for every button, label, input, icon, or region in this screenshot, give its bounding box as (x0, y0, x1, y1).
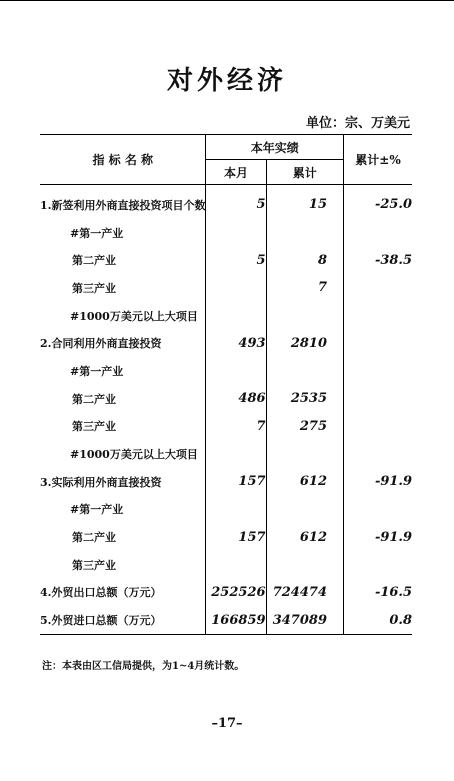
row-month: 486 (206, 385, 266, 413)
row-yoy: -91.9 (374, 474, 412, 490)
page-title: 对外经济 (166, 66, 287, 96)
table-row (40, 413, 412, 441)
row-yoy: -91.9 (374, 529, 412, 545)
row-yoy (344, 274, 413, 302)
row-yoy (344, 219, 413, 247)
row-cumulative: 612 (266, 468, 343, 496)
row-month: 7 (206, 413, 266, 441)
row-cumulative: 8 (266, 246, 343, 274)
row-yoy (344, 329, 413, 357)
row-cumulative: 724474 (266, 579, 343, 607)
row-yoy (344, 440, 413, 468)
table-row (40, 468, 412, 496)
row-name: 5.外贸进口总额（万元） (40, 606, 206, 634)
page-number: –17– (211, 716, 243, 731)
row-yoy (344, 413, 413, 441)
row-yoy (344, 357, 413, 385)
table-row (40, 579, 412, 607)
row-name: 3.实际利用外商直接投资 (40, 468, 206, 496)
row-cumulative: 7 (266, 274, 343, 302)
row-name: #1000万美元以上大项目 (40, 440, 206, 468)
row-month: 5 (206, 246, 266, 274)
row-month (206, 496, 266, 524)
table-row (40, 385, 412, 413)
row-month (206, 302, 266, 330)
table-row (40, 246, 412, 274)
row-yoy: -25.0 (374, 197, 412, 213)
row-month: 252526 (206, 579, 266, 607)
row-cumulative (266, 551, 343, 579)
row-name: #第一产业 (40, 357, 206, 385)
header-year-actual: 本年实绩 (206, 135, 344, 160)
header-yoy: 累计±% (344, 135, 413, 185)
row-cumulative: 15 (266, 191, 343, 219)
table-row (40, 191, 412, 219)
row-cumulative (266, 496, 343, 524)
table-row (40, 219, 412, 247)
row-name: 4.外贸出口总额（万元） (40, 579, 206, 607)
table-row (40, 274, 412, 302)
row-cumulative: 612 (266, 523, 343, 551)
row-month (206, 551, 266, 579)
table-row (40, 606, 412, 634)
row-cumulative: 347089 (266, 606, 343, 634)
row-yoy (344, 551, 413, 579)
row-cumulative (266, 302, 343, 330)
row-cumulative (266, 357, 343, 385)
row-cumulative (266, 219, 343, 247)
row-name: #第一产业 (40, 496, 206, 524)
table-row (40, 329, 412, 357)
row-cumulative: 275 (266, 413, 343, 441)
row-yoy (344, 496, 413, 524)
row-month: 493 (206, 329, 266, 357)
table-row (40, 440, 412, 468)
row-month: 157 (206, 523, 266, 551)
table-note: 注：本表由区工信局提供，为1~4月统计数。 (42, 661, 245, 672)
header-month: 本月 (206, 160, 266, 185)
row-yoy (344, 302, 413, 330)
row-yoy: 0.8 (344, 606, 413, 634)
row-month (206, 440, 266, 468)
row-month: 166859 (206, 606, 266, 634)
table-row (40, 357, 412, 385)
top-rule (0, 0, 454, 1)
row-name: #1000万美元以上大项目 (40, 302, 206, 330)
row-name: 1.新签利用外商直接投资项目个数 (40, 191, 206, 219)
row-name: 2.合同利用外商直接投资 (40, 329, 206, 357)
row-name: 第三产业 (40, 551, 206, 579)
table-row (40, 302, 412, 330)
table-row (40, 496, 412, 524)
row-name: 第三产业 (40, 413, 206, 441)
header-indicator: 指 标 名 称 (40, 135, 206, 185)
table-row (40, 523, 412, 551)
row-yoy: -38.5 (374, 252, 412, 268)
row-month (206, 274, 266, 302)
header-cumulative: 累计 (266, 160, 343, 185)
row-month (206, 219, 266, 247)
row-cumulative: 2810 (266, 329, 343, 357)
row-name: 第二产业 (40, 246, 206, 274)
row-yoy (344, 385, 413, 413)
unit-label: 单位：宗、万美元 (305, 116, 410, 131)
row-month: 5 (206, 191, 266, 219)
row-yoy: -16.5 (374, 584, 412, 600)
row-cumulative: 2535 (266, 385, 343, 413)
row-month (206, 357, 266, 385)
row-name: #第一产业 (40, 219, 206, 247)
row-name: 第三产业 (40, 274, 206, 302)
foreign-economy-table (40, 134, 412, 635)
table-row (40, 551, 412, 579)
row-month: 157 (206, 468, 266, 496)
row-name: 第二产业 (40, 523, 206, 551)
row-cumulative (266, 440, 343, 468)
row-name: 第二产业 (40, 385, 206, 413)
